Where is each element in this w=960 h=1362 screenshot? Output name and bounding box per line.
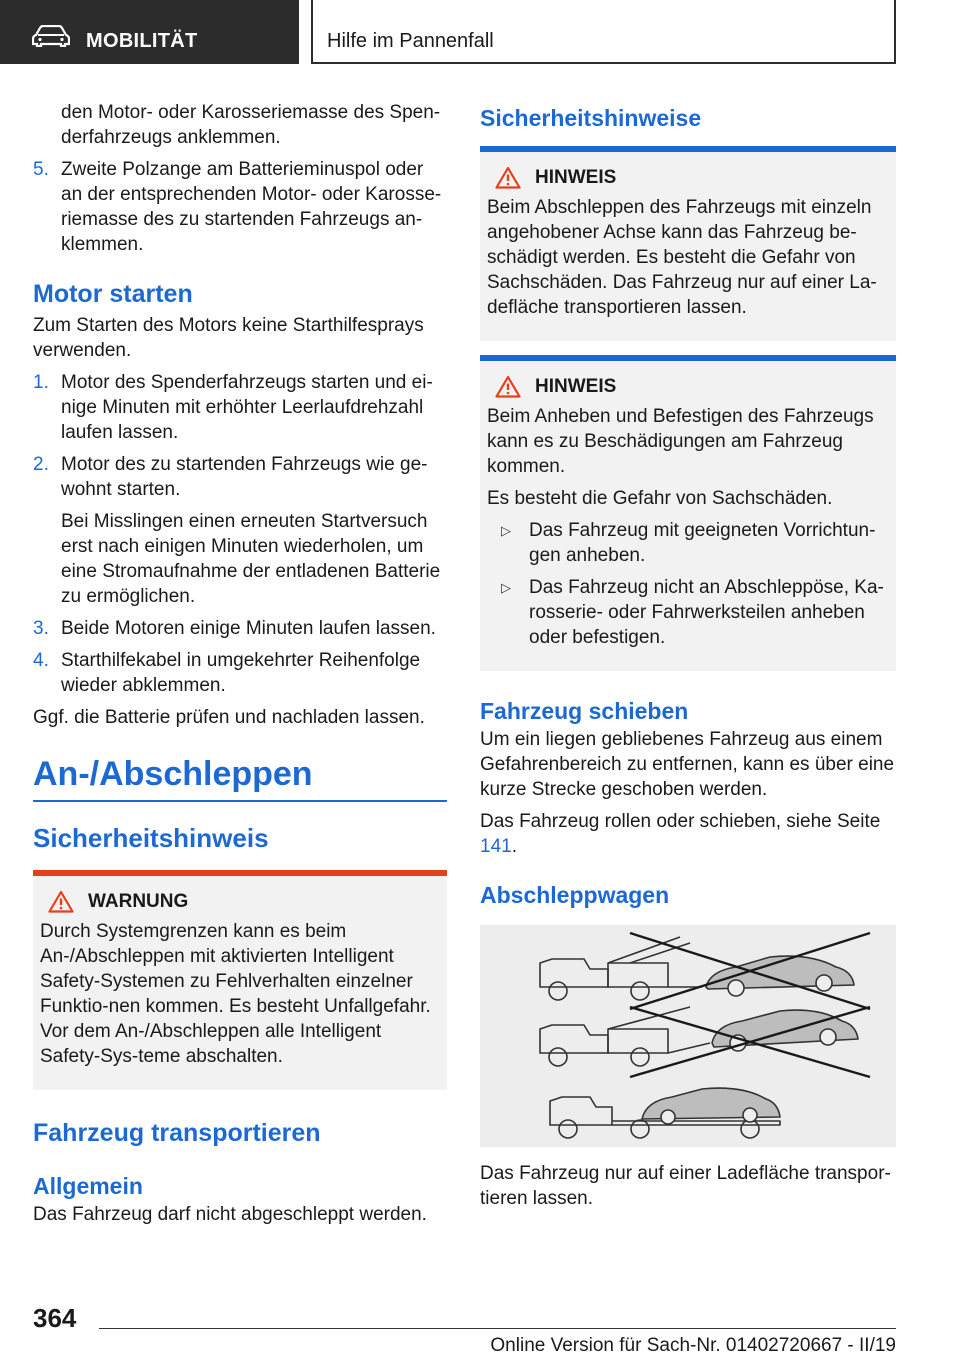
step-number: 2. bbox=[33, 454, 49, 475]
section-heading-safety: Sicherheitshinweis bbox=[33, 823, 269, 853]
section-heading-motor: Motor starten bbox=[33, 280, 193, 308]
warning-title: WARNUNG bbox=[88, 890, 189, 912]
notice-title: HINWEIS bbox=[535, 166, 617, 188]
page-title: Hilfe im Pannenfall bbox=[327, 30, 494, 52]
bullet-text: Das Fahrzeug mit geeigneten Vorrichtun-gen anheben. bbox=[529, 520, 876, 566]
warning-box bbox=[33, 870, 447, 1090]
step-item bbox=[33, 370, 447, 445]
section-heading-safety-notes: Sicherheitshinweise bbox=[480, 105, 702, 131]
notice-box bbox=[480, 355, 896, 671]
car-icon bbox=[32, 25, 70, 47]
step-number: 4. bbox=[33, 650, 49, 671]
step-number: 5. bbox=[33, 159, 49, 180]
push-text: Um ein liegen gebliebenes Fahrzeug aus einem Gefahrenbereich zu entfernen, kann es über eine kurze Strecke geschoben werden. bbox=[480, 729, 895, 800]
page-link[interactable]: 141 bbox=[480, 836, 512, 857]
warning-text: Durch Systemgrenzen kann es beim An-/Abschleppen mit aktivierten Intelligent Safety-Systemen zu Fehlverhalten einzelner Funktio-nen kommen. Es besteht Unfallgefahr. Vor dem An-/Abschleppen alle Intelligent Safety-Sys-teme abschalten. bbox=[40, 921, 431, 1067]
header-title-box bbox=[311, 0, 896, 64]
step-text: Motor des zu startenden Fahrzeugs wie ge-wohnt starten. bbox=[61, 454, 428, 500]
warning-triangle-icon bbox=[495, 375, 521, 398]
section-heading-tow-truck: Abschleppwagen bbox=[480, 882, 670, 908]
step-item bbox=[33, 452, 447, 609]
tow-truck-illustration bbox=[480, 925, 896, 1147]
motor-intro: Zum Starten des Motors keine Starthilfesprays verwenden. bbox=[33, 315, 424, 361]
header-section-tab bbox=[0, 0, 299, 64]
step-subtext: Bei Misslingen einen erneuten Startversuch erst nach einigen Minuten wiederholen, um eine Stromaufnahme der entladenen Batterie zu ermöglichen. bbox=[61, 511, 441, 607]
list-item bbox=[487, 575, 888, 650]
step-continuation: den Motor- oder Karosseriemasse des Spen-derfahrzeugs anklemmen. bbox=[61, 102, 441, 148]
footer-rule bbox=[99, 1328, 896, 1329]
warning-triangle-icon bbox=[495, 166, 521, 189]
notice-text: Beim Abschleppen des Fahrzeugs mit einzeln angehobener Achse kann das Fahrzeug be-schädigt werden. Es besteht die Gefahr von Sachschäden. Das Fahrzeug nur auf einer La-defläche transportieren lassen. bbox=[487, 197, 877, 318]
triangle-bullet-icon: ▷ bbox=[501, 523, 511, 538]
step-number: 3. bbox=[33, 618, 49, 639]
warning-triangle-icon bbox=[48, 890, 74, 913]
battery-note: Ggf. die Batterie prüfen und nachladen lassen. bbox=[33, 707, 425, 728]
step-text: Zweite Polzange am Batterieminuspol oder an der entsprechenden Motor- oder Karosse-riemasse des zu startenden Fahrzeugs an-klemmen. bbox=[61, 159, 442, 255]
left-column bbox=[33, 100, 447, 1234]
notice-box bbox=[480, 146, 896, 341]
chapter-heading: An-/Abschleppen bbox=[33, 754, 447, 802]
step-text: Motor des Spenderfahrzeugs starten und ei-nige Minuten mit erhöhter Leerlaufdrehzahl laufen lassen. bbox=[61, 372, 433, 443]
right-column bbox=[480, 100, 896, 1218]
triangle-bullet-icon: ▷ bbox=[501, 580, 511, 595]
section-heading-push: Fahrzeug schieben bbox=[480, 698, 689, 724]
list-item bbox=[487, 518, 888, 568]
footer-version: Online Version für Sach-Nr. 01402720667 - II/19 bbox=[490, 1335, 896, 1356]
step-item bbox=[33, 648, 447, 698]
tow-caption: Das Fahrzeug nur auf einer Ladefläche transpor-tieren lassen. bbox=[480, 1163, 891, 1209]
section-heading-transport: Fahrzeug transportieren bbox=[33, 1119, 321, 1147]
step-text: Beide Motoren einige Minuten laufen lassen. bbox=[61, 618, 436, 639]
step-item bbox=[33, 616, 447, 641]
tow-truck-drawing bbox=[480, 925, 896, 1147]
section-label: MOBILITÄT bbox=[86, 30, 198, 52]
step-text: Starthilfekabel in umgekehrter Reihenfolge wieder abklemmen. bbox=[61, 650, 421, 696]
bullet-text: Das Fahrzeug nicht an Abschleppöse, Ka-rosserie- oder Fahrwerksteilen anheben oder befestigen. bbox=[529, 577, 884, 648]
notice-text: Es besteht die Gefahr von Sachschäden. bbox=[487, 488, 833, 509]
step-item bbox=[33, 157, 447, 257]
subsection-heading-general: Allgemein bbox=[33, 1173, 143, 1199]
general-text: Das Fahrzeug darf nicht abgeschleppt werden. bbox=[33, 1204, 427, 1225]
step-number: 1. bbox=[33, 372, 49, 393]
notice-title: HINWEIS bbox=[535, 375, 617, 397]
page-number: 364 bbox=[33, 1303, 77, 1333]
push-reference: Das Fahrzeug rollen oder schieben, siehe Seite 141. bbox=[480, 811, 881, 857]
notice-text: Beim Anheben und Befestigen des Fahrzeugs kann es zu Beschädigungen am Fahrzeug kommen. bbox=[487, 406, 874, 477]
